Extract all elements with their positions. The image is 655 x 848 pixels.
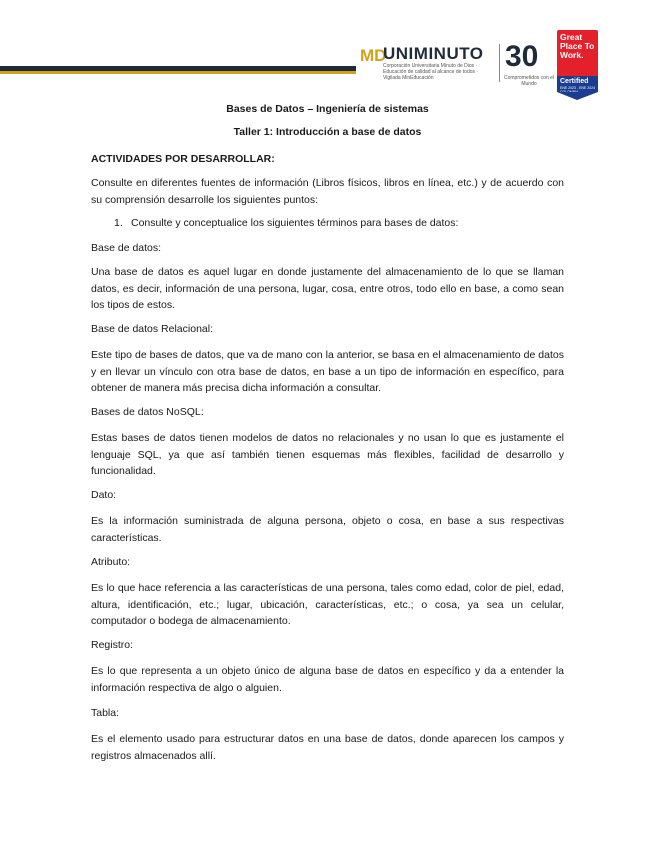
section-heading-base-de-datos: Base de datos:: [91, 242, 162, 254]
header-stripe: [0, 66, 356, 74]
gptw-cert-label: Certified: [560, 78, 589, 85]
section-heading-nosql: Bases de datos NoSQL:: [91, 406, 204, 418]
section-body-dato: Es la información suministrada de alguna persona, objeto o cosa, en base a sus respectivas características.: [91, 515, 564, 544]
activities-heading: ACTIVIDADES POR DESARROLLAR:: [91, 153, 275, 165]
uniminuto-logo-mark: MD: [360, 46, 387, 65]
uniminuto-logo-subtitle: Corporación Universitaria Minuto de Dios · Educación de calidad al alcance de todos · Vigilada MinEducación: [383, 63, 479, 81]
section-heading-tabla: Tabla:: [91, 707, 120, 719]
section-heading-registro: Registro:: [91, 639, 134, 651]
anniversary-logo: [503, 40, 555, 87]
section-body-relacional: Este tipo de bases de datos, que va de mano con la anterior, se basa en el almacenamiento de datos y en llevar un vínculo con otra base de datos, en base a un tipo de información en específico, para obtener de manera más precisa dicha información a consultar.: [91, 349, 564, 394]
doc-subtitle: Taller 1: Introducción a base de datos: [233, 126, 422, 138]
doc-title: Bases de Datos – Ingeniería de sistemas: [226, 103, 429, 115]
logo-divider: [499, 44, 500, 82]
great-place-to-work-badge: [557, 30, 598, 92]
section-heading-relacional: Base de datos Relacional:: [91, 323, 213, 335]
section-heading-atributo: Atributo:: [91, 556, 131, 568]
section-body-nosql: Estas bases de datos tienen modelos de datos no relacionales y no usan lo que es justamente el lenguaje SQL, ya que así también tienen esquemas más flexibles, facilidad de desarrollo y funcionalidad.: [91, 432, 564, 477]
intro-paragraph: Consulte en diferentes fuentes de información (Libros físicos, libros en línea, etc.) y de acuerdo con su comprensión desarrolle los siguientes puntos:: [91, 177, 564, 206]
list-number: 1.: [114, 217, 123, 229]
anniversary-number: 30: [505, 40, 539, 73]
gptw-cert-band: [557, 76, 598, 92]
section-body-base-de-datos: Una base de datos es aquel lugar en donde justamente del almacenamiento de lo que se llaman datos, es decir, información de una persona, lugar, cosa, entre otros, todo ello en base, a como sean los tipos de estos.: [91, 266, 564, 311]
section-body-atributo: Es lo que hace referencia a las características de una persona, tales como edad, color de piel, edad, altura, identificación, etc.; lugar, ubicación, características, etc.; o cosa, ya sea un celular, computador o bodega de almacenamiento.: [91, 582, 564, 627]
section-body-tabla: Es el elemento usado para estructurar datos en una base de datos, donde aparecen los campos y registros almacenados allí.: [91, 733, 564, 762]
section-heading-dato: Dato:: [91, 489, 117, 501]
list-text: Consulte y conceptualice los siguientes términos para bases de datos:: [131, 217, 459, 229]
gptw-cert-sub: ENE 2023 - ENE 2024 COLOMBIA: [560, 86, 596, 94]
uniminuto-logo-name: UNIMINUTO: [383, 44, 484, 63]
gptw-text: Great Place To Work.: [560, 32, 595, 60]
header-stripe-gold: [0, 71, 356, 74]
gptw-badge-tip: [557, 92, 598, 100]
section-body-registro: Es lo que representa a un objeto único de alguna base de datos en específico y da a entender la información respectiva de algo o alguien.: [91, 665, 564, 694]
anniversary-subtitle: Comprometidos con el Mundo: [503, 75, 555, 87]
